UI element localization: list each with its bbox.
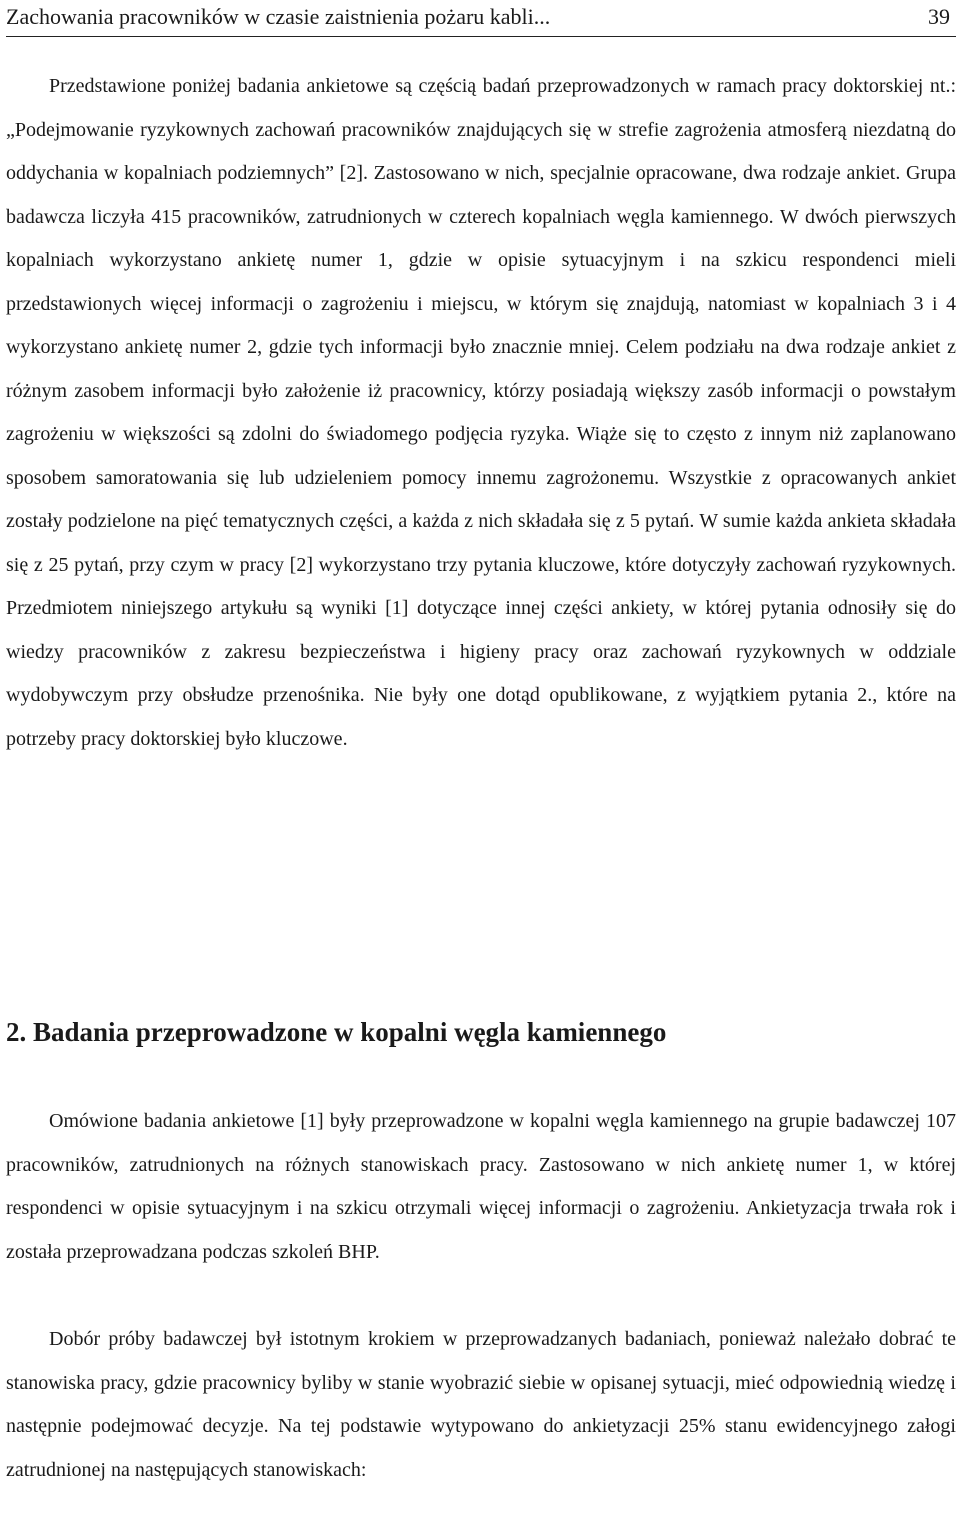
page-number: 39 bbox=[928, 4, 950, 29]
running-title: Zachowania pracowników w czasie zaistnienia pożaru kabli... bbox=[6, 4, 551, 29]
paragraph-intro: Przedstawione poniżej badania ankietowe są częścią badań przeprowadzonych w ramach pracy doktorskiej nt.: „Podejmowanie ryzykownych zachowań pracowników znajdujących się w strefie zagrożenia atmosferą niezdatną do oddychania w kopalniach podziemnych” [2]. Zastosowano w nich, specjalnie opracowane, dwa rodzaje ankiet. Grupa badawcza liczyła 415 pracowników, zatrudnionych w czterech kopalniach węgla kamiennego. W dwóch pierwszych kopalniach wykorzystano ankietę numer 1, gdzie w opisie sytuacyjnym i na szkicu respondenci mieli przedstawionych więcej informacji o zagrożeniu i miejscu, w którym się znajdują, natomiast w kopalniach 3 i 4 wykorzystano ankietę numer 2, gdzie tych informacji było znacznie mniej. Celem podziału na dwa rodzaje ankiet z różnym zasobem informacji było założenie iż pracownicy, którzy posiadają większy zasób informacji o powstałym zagrożeniu w większości są zdolni do świadomego podjęcia ryzyka. Wiąże się to często z innym niż zaplanowano sposobem samoratowania się lub udzieleniem pomocy innemu zagrożonemu. Wszystkie z opracowanych ankiet zostały podzielone na pięć tematycznych części, a każda z nich składała się z 5 pytań. W sumie każda ankieta składała się z 25 pytań, przy czym w pracy [2] wykorzystano trzy pytania kluczowe, które dotyczyły zachowań ryzykownych. Przedmiotem niniejszego artykułu są wyniki [1] dotyczące innej części ankiety, w której pytania odnosiły się do wiedzy pracowników z zakresu bezpieczeństwa i higieny pracy oraz zachowań ryzykownych w oddziale wydobywczym przy obsłudze przenośnika. Nie były one dotąd opublikowane, z wyjątkiem pytania 2., które na potrzeby pracy doktorskiej było kluczowe. bbox=[6, 75, 956, 750]
section-heading: 2. Badania przeprowadzone w kopalni węgla kamiennego bbox=[6, 1017, 667, 1047]
paragraph-study-description: Omówione badania ankietowe [1] były przeprowadzone w kopalni węgla kamiennego na grupie badawczej 107 pracowników, zatrudnionych na różnych stanowiskach pracy. Zastosowano w nich ankietę numer 1, w której respondenci w opisie sytuacyjnym i na szkicu otrzymali więcej informacji o zagrożeniu. Ankietyzacja trwała rok i została przeprowadzana podczas szkoleń BHP. bbox=[6, 1110, 956, 1263]
running-header bbox=[6, 0, 956, 37]
paragraph-sample-selection: Dobór próby badawczej był istotnym krokiem w przeprowadzanych badaniach, ponieważ należało dobrać te stanowiska pracy, gdzie pracownicy byliby w stanie wyobrazić siebie w opisanej sytuacji, mieć odpowiednią wiedzę i następnie podejmować decyzje. Na tej podstawie wytypowano do ankietyzacji 25% stanu ewidencyjnego załogi zatrudnionej na następujących stanowiskach: bbox=[6, 1328, 956, 1481]
